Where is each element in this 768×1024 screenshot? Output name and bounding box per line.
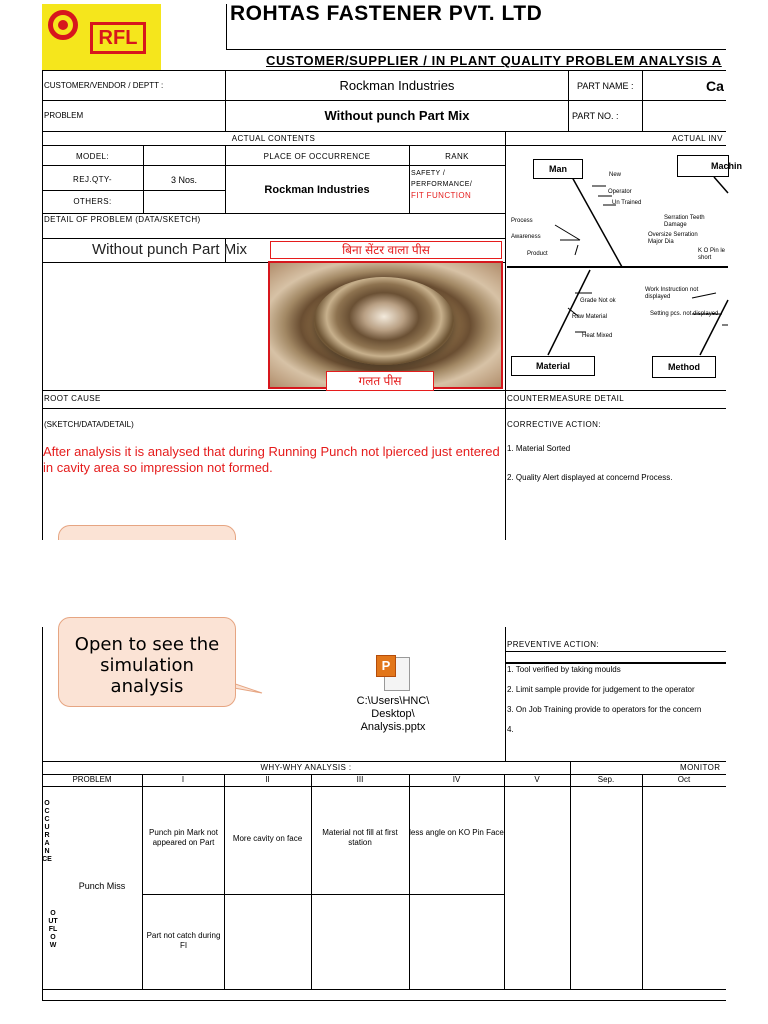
cause-new: New [609,172,622,178]
why-occ-2: More cavity on face [232,834,303,843]
cause-oversize: Oversize Serration Major Dia [648,232,698,245]
safety-label: SAFETY / PERFORMANCE/ [411,170,473,188]
cause-process: Process [511,218,533,224]
countermeasure-heading: COUNTERMEASURE DETAIL [507,394,625,403]
part-name-label: PART NAME : [577,81,634,91]
outflow-label: OUTFLOW [48,910,58,949]
actual-contents-heading: ACTUAL CONTENTS [231,134,316,143]
rej-qty-label: REJ.QTY- [73,175,112,184]
cause-raw-material: Raw Material [572,314,608,320]
why-problem: Punch Miss [78,881,126,891]
others-label: OTHERS: [73,197,112,206]
cause-product: Product [527,251,548,257]
problem-label: PROBLEM [44,111,84,120]
problem-value: Without punch Part Mix [324,108,470,123]
cause-operator: Operator [608,189,632,195]
why-out-1: Part not catch during FI [146,931,221,950]
company-name: ROHTAS FASTENER PVT. LTD [230,2,543,25]
col-iii: III [356,775,364,784]
preventive-item-2: 2. Limit sample provide for judgement to the operator [507,685,695,694]
root-cause-text: After analysis it is analysed that during Running Punch not lpierced just entered in cavity area so impression not formed. [43,444,500,475]
col-sep: Sep. [597,775,615,784]
file-path-line-2: Desktop\ [371,708,415,720]
customer-value: Rockman Industries [339,78,455,93]
cause-awareness: Awareness [511,234,541,240]
place-label: PLACE OF OCCURRENCE [263,152,371,161]
why-occ-3: Material not fill at first station [322,828,398,847]
file-path-line-3: Analysis.pptx [360,721,426,733]
simulation-callout[interactable]: Open to see the simulation analysis [58,617,236,707]
col-v: V [534,775,540,784]
place-value: Rockman Industries [264,184,370,196]
model-label: MODEL: [75,152,110,161]
col-i: I [181,775,185,784]
cause-setting: Setting pcs. not displayed [650,311,719,317]
cause-grade: Grade Not ok [580,298,616,304]
file-path-line-1: C:\Users\HNC\ [356,695,430,707]
why-occ-4: less angle on KO Pin Face [409,828,504,837]
logo-text: RFL [90,22,146,54]
fit-function-label: FIT FUNCTION [411,191,472,200]
fishbone-material-box: Material [511,356,595,376]
detail-heading: DETAIL OF PROBLEM (DATA/SKETCH) [44,215,201,224]
cause-serration-teeth: Serration Teeth Damage [664,215,705,228]
why-why-heading: WHY-WHY ANALYSIS : [260,763,352,772]
corrective-heading: CORRECTIVE ACTION: [507,420,601,429]
preventive-item-3: 3. On Job Training provide to operators for the concern [507,705,702,714]
root-cause-sub: (SKETCH/DATA/DETAIL) [44,420,134,429]
cause-heat-mixed: Heat Mixed [582,333,613,339]
fishbone-man-box: Man [533,159,583,179]
col-iv: IV [452,775,461,784]
detail-description: Without punch Part Mix [92,241,248,258]
part-no-label: PART NO. : [572,111,619,121]
fishbone-machine-box: Machin [677,155,729,177]
preventive-item-4: 4. [507,725,514,734]
preventive-heading: PREVENTIVE ACTION: [507,640,600,649]
col-oct: Oct [677,775,691,784]
cause-untrained: Un Trained [612,200,642,206]
part-name-value: Ca [706,78,724,94]
cause-ko-pin: K O Pin le short [698,248,726,261]
customer-label: CUSTOMER/VENDOR / DEPTT : [44,81,164,90]
cause-work-instruction: Work Instruction not displayed [645,287,699,300]
actual-inv-heading: ACTUAL INV [672,134,723,143]
corrective-item-1: 1. Material Sorted [507,444,571,453]
col-ii: II [265,775,270,784]
pptx-file-path[interactable] [338,695,448,733]
rej-qty-value: 3 Nos. [170,175,197,185]
wrong-piece-label: गलत पीस [326,371,434,391]
occurrence-label: OCCURANCE [42,800,52,863]
root-cause-heading: ROOT CAUSE [44,394,101,403]
preventive-item-1: 1. Tool verified by taking moulds [507,665,621,674]
monitor-heading: MONITOR [680,763,721,772]
hindi-caption: बिना सेंटर वाला पीस [270,241,502,259]
why-occ-1: Punch pin Mark not appeared on Part [149,828,218,847]
form-title: CUSTOMER/SUPPLIER / IN PLANT QUALITY PROBLEM ANALYSIS A [266,53,722,68]
col-problem: PROBLEM [72,775,112,784]
pptx-file-icon[interactable]: P [376,655,410,693]
rank-label: RANK [445,152,469,161]
corrective-item-2: 2. Quality Alert displayed at concernd Process. [507,473,673,482]
fishbone-method-box: Method [652,356,716,378]
